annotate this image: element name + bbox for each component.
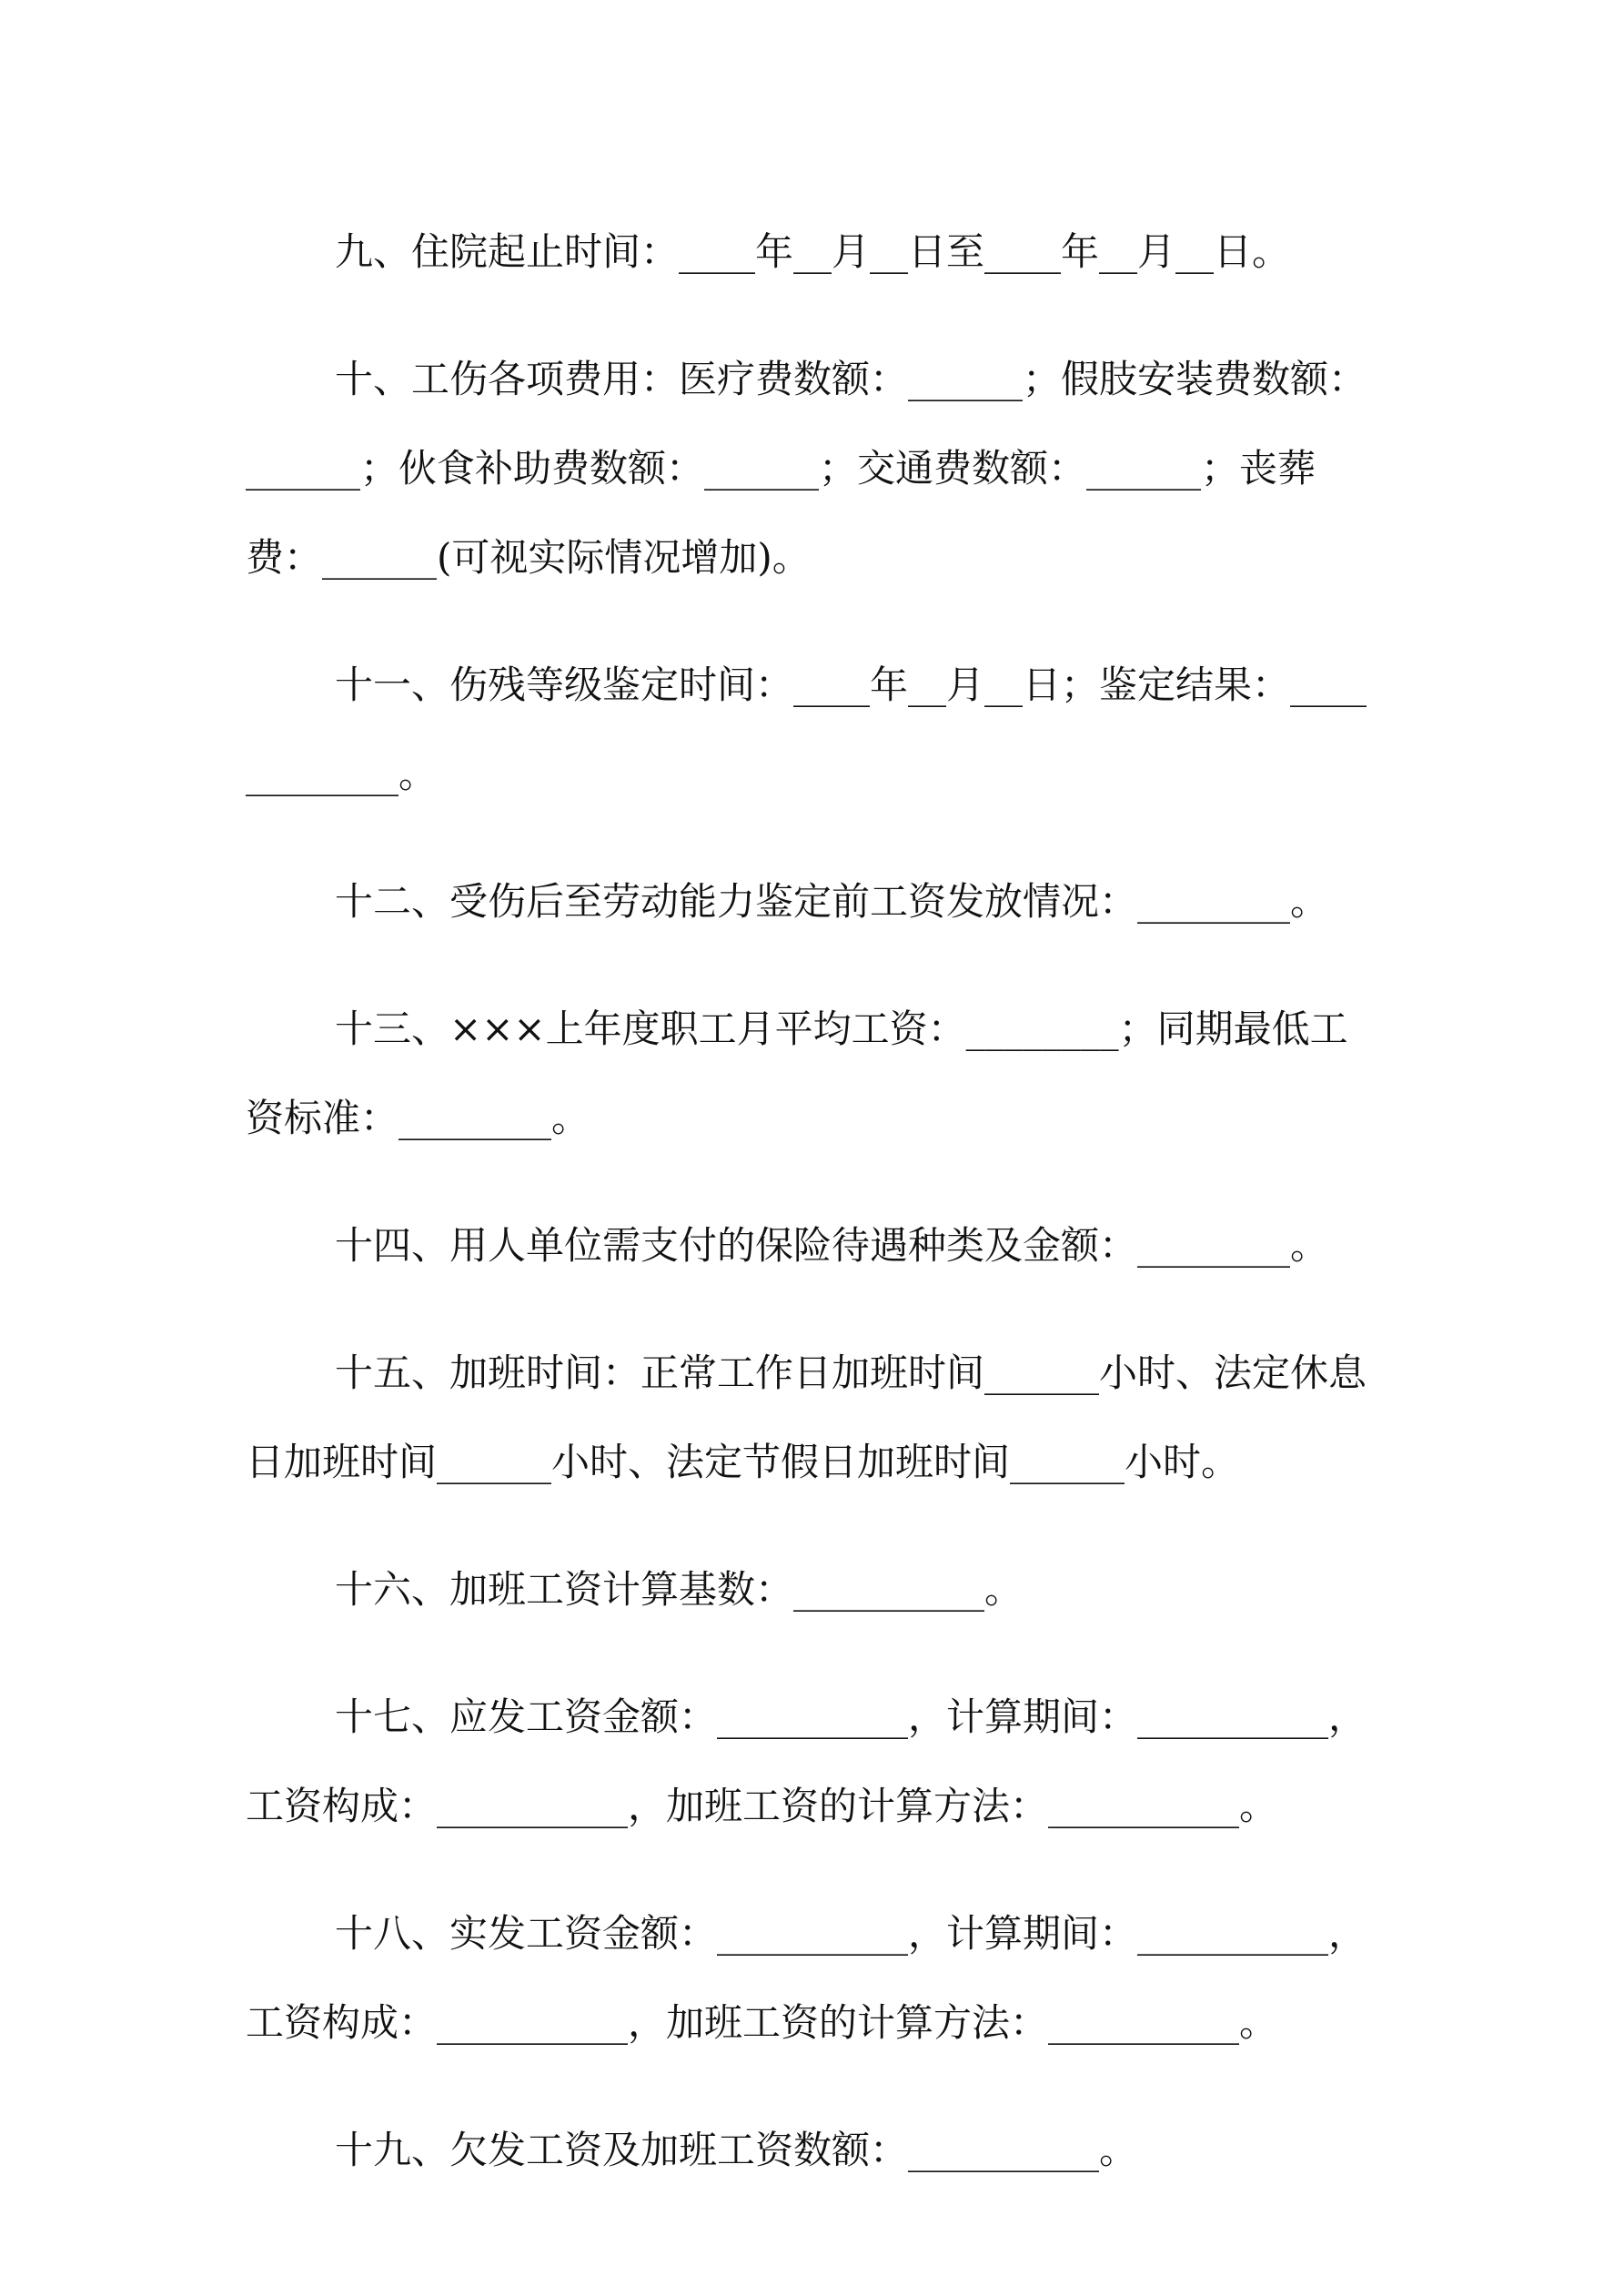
- document-body: [246, 207, 1378, 2195]
- item-12-wage-payment-status: 十二、受伤后至劳动能力鉴定前工资发放情况：________。: [335, 879, 1329, 924]
- item-9-hospital-stay-period: 九、住院起止时间：____年__月__日至____年__月__日。: [335, 229, 1291, 274]
- item-18-actual-wages: 十八、实发工资金额：__________，计算期间：__________，工资构成：__________，加班工资的计算方法：__________。: [246, 1911, 1367, 2045]
- item-10-injury-expenses: 十、工伤各项费用：医疗费数额：______；假肢安装费数额：______；伙食补助费数额：______；交通费数额：______；丧葬费：______(可视实际情况增加)。: [246, 357, 1367, 580]
- item-13-average-wage: 十三、×××上年度职工月平均工资：________；同期最低工资标准：________。: [246, 1006, 1348, 1140]
- item-16-overtime-base: 十六、加班工资计算基数：__________。: [335, 1567, 1024, 1612]
- item-14-insurance-benefits: 十四、用人单位需支付的保险待遇种类及金额：________。: [335, 1223, 1329, 1268]
- item-17-payable-wages: 十七、应发工资金额：__________，计算期间：__________，工资构成：__________，加班工资的计算方法：__________。: [246, 1694, 1367, 1828]
- item-19-unpaid-wages: 十九、欠发工资及加班工资数额：__________。: [335, 2128, 1138, 2172]
- item-11-disability-assessment: 十一、伤残等级鉴定时间：____年__月__日；鉴定结果：____________。: [246, 663, 1367, 796]
- item-15-overtime-hours: 十五、加班时间：正常工作日加班时间______小时、法定休息日加班时间______小时、法定节假日加班时间______小时。: [246, 1350, 1367, 1484]
